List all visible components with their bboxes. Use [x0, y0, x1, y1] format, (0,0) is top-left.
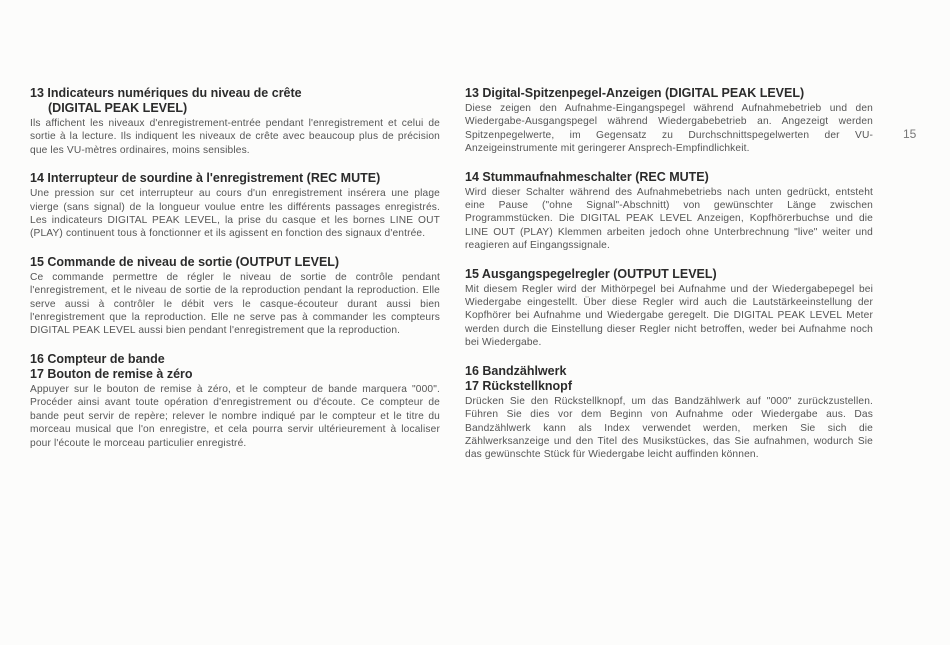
- section-heading: 15 Ausgangspegelregler (OUTPUT LEVEL): [465, 266, 717, 281]
- section-heading: 15 Commande de niveau de sortie (OUTPUT LEVEL): [30, 254, 340, 269]
- section-body: Drücken Sie den Rückstellknopf, um das Bandzählwerk auf "000" zurückzustellen. Führen Sie dies vor dem Beginn von Aufnahme oder Wiedergabe aus. Das Bandzählwerk kann als Index verwendet werden, merken Sie sich die Zählwerksanzeige und den Titel des Musikstückes, das Sie aufnahmen, wodurch Sie das gewünschte Stück für Wiedergabe leicht auffinden können.: [465, 395, 873, 461]
- section-heading: 14 Stummaufnahmeschalter (REC MUTE): [465, 169, 709, 184]
- section-body: Ils affichent les niveaux d'enregistrement-entrée pendant l'enregistrement et celui de sortie à la lecture. Ils indiquent les niveaux de crête avec beaucoup plus de précision que les VU-mètres ordinaires, moins sensibles.: [30, 118, 440, 156]
- section-fr-15: [30, 255, 440, 338]
- section-heading: 16 Compteur de bande: [30, 351, 165, 366]
- section-heading: 14 Interrupteur de sourdine à l'enregistrement (REC MUTE): [30, 171, 381, 186]
- section-heading-second: 17 Bouton de remise à zéro: [30, 366, 193, 381]
- section-body: Wird dieser Schalter während des Aufnahmebetriebs nach unten gedrückt, entsteht eine Pause ("ohne Signal"-Abschnitt) von gewünschter Länge zwischen Programmstücken. Die DIGITAL PEAK LEVEL Anzeigen, Kopfhörerbuchse und die LINE OUT (PLAY) Klemmen arbeiten jedoch ohne Unterbrechnung "live" weiter und reagieren auf Eingangssignale.: [465, 186, 873, 252]
- section-body: Appuyer sur le bouton de remise à zéro, et le compteur de bande marquera "000". Procéder ainsi avant toute opération d'enregistrement ou d'écoute. Ce compteur de bande peut servir de repère; relever le nombre indiqué par le compteur et le titre du morceau musical que l'on enregistre, et cela pourra servir ultérieurement à localiser pour l'écoute le morceau particulier enregistré.: [30, 383, 440, 449]
- section-body: Une pression sur cet interrupteur au cours d'un enregistrement insérera une plage vierge (sans signal) de la longueur voulue entre les différents passages enregistrés. Les indicateurs DIGITAL PEAK LEVEL, la prise du casque et les bornes LINE OUT (PLAY) continuent tous à fonctionner et ils agissent en fonction des signaux d'entrée.: [30, 188, 440, 240]
- section-de-15: [465, 267, 873, 350]
- section-heading: 13 Indicateurs numériques du niveau de crête: [30, 86, 302, 100]
- section-heading-second: 17 Rückstellknopf: [465, 378, 572, 393]
- section-de-16-17: [465, 364, 873, 462]
- section-body: Ce commande permettre de régler le niveau de sortie de contrôle pendant l'enregistrement, et le niveau de sortie de la reproduction pendant la reproduction. Elle serve aussi à contrôler le débit vers le casque-écouteur durant aussi bien l'enregistrement que la reproduction. Elle ne serve pas à commander les compteurs DIGITAL PEAK LEVEL aussi bien pendant l'enregistrement que la reproduction.: [30, 271, 440, 337]
- section-heading: 13 Digital-Spitzenpegel-Anzeigen (DIGITAL PEAK LEVEL): [465, 86, 805, 100]
- section-de-13: [465, 86, 873, 156]
- french-column: [30, 86, 440, 464]
- section-body: Diese zeigen den Aufnahme-Eingangspegel während Aufnahmebetrieb und den Wiedergabe-Ausgangspegel während Wiedergabebetrieb an. Angezeigt werden Spitzenpegelwerte, im Gegensatz zu Durchschnittspegelwerten der VU-Anzeigeinstrumente mit geringerer Ansprech-Empfindlichkeit.: [465, 103, 873, 155]
- section-fr-16-17: [30, 352, 440, 450]
- section-body: Mit diesem Regler wird der Mithörpegel bei Aufnahme und der Wiedergabepegel bei Wiedergabe eingestellt. Über diese Regler wird auch die Lautstärkeeinstellung der Kopfhörer bei Aufnahme und Wiedergabe geregelt. Die DIGITAL PEAK LEVEL Meter werden durch die Einstellung dieser Regler nicht betroffen, weder bei Aufnahme noch bei Wiedergabe.: [465, 283, 873, 349]
- page-number: 15: [903, 127, 917, 141]
- section-heading-sub: (DIGITAL PEAK LEVEL): [48, 101, 188, 115]
- section-fr-14: [30, 171, 440, 241]
- section-fr-13: [30, 86, 440, 157]
- section-heading: 16 Bandzählwerk: [465, 363, 567, 378]
- german-column: [465, 86, 873, 476]
- section-de-14: [465, 170, 873, 253]
